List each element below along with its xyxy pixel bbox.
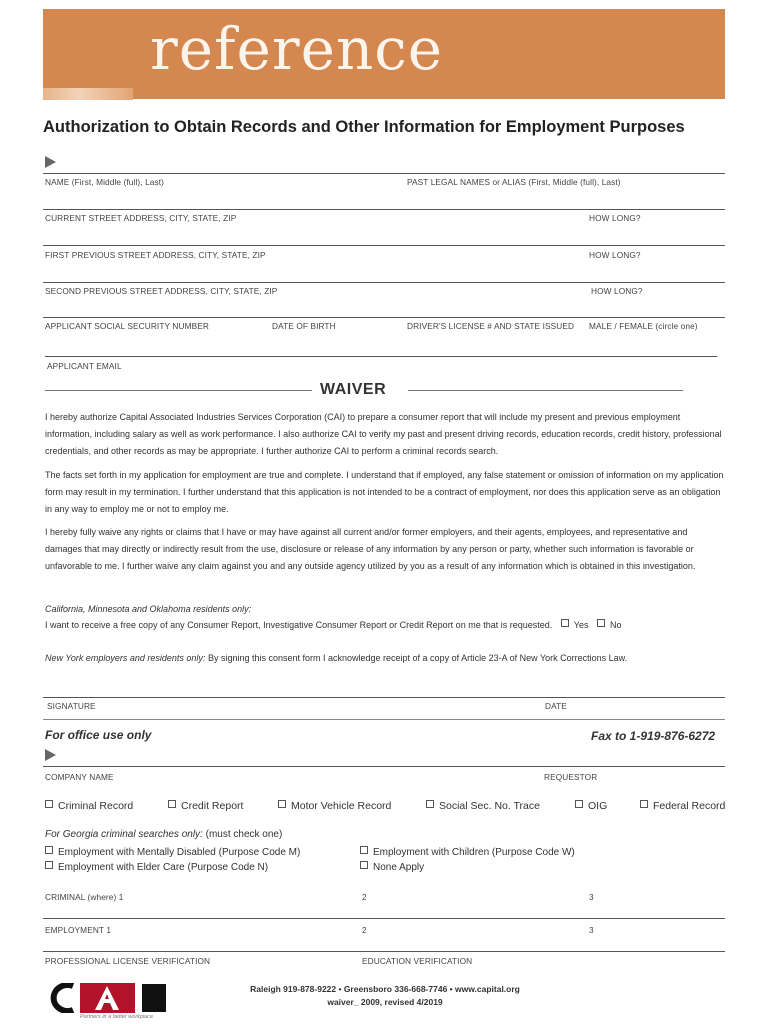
how-long-label: HOW LONG? xyxy=(589,213,641,223)
footer-revision: waiver_ 2009, revised 4/2019 xyxy=(327,997,443,1007)
georgia-option-none[interactable] xyxy=(360,861,424,873)
ssn-label: APPLICANT SOCIAL SECURITY NUMBER xyxy=(45,321,209,331)
check-label: Criminal Record xyxy=(58,800,134,812)
arrow-right-icon xyxy=(45,156,56,168)
waiver-divider-left xyxy=(45,390,312,391)
checkbox-icon[interactable] xyxy=(45,800,53,808)
signature-line[interactable] xyxy=(43,697,725,698)
criminal-label-1: CRIMINAL (where) 1 xyxy=(45,892,124,902)
how-long-label: HOW LONG? xyxy=(591,286,643,296)
current-address-line[interactable] xyxy=(43,209,725,210)
second-previous-address-line[interactable] xyxy=(43,282,725,283)
check-criminal-record[interactable] xyxy=(45,800,133,812)
dob-label: DATE OF BIRTH xyxy=(272,321,336,331)
checkbox-icon[interactable] xyxy=(640,800,648,808)
check-label: Federal Record xyxy=(653,800,726,812)
section-divider xyxy=(43,719,725,720)
checkbox-icon[interactable] xyxy=(45,861,53,869)
cai-logo-i xyxy=(142,984,166,1012)
email-line[interactable] xyxy=(45,356,717,357)
check-federal-record[interactable] xyxy=(640,800,725,812)
check-social-security-trace[interactable] xyxy=(426,800,540,812)
checkbox-icon[interactable] xyxy=(360,861,368,869)
arrow-right-icon xyxy=(45,749,56,761)
cai-logo-c xyxy=(43,983,79,1013)
footer-contact: Raleigh 919-878-9222 • Greensboro 336-668-7746 • www.capital.org xyxy=(250,984,520,994)
company-name-label: COMPANY NAME xyxy=(45,772,114,782)
requestor-label: REQUESTOR xyxy=(544,772,598,782)
option-label: Employment with Elder Care (Purpose Code N) xyxy=(58,862,269,873)
waiver-divider-right xyxy=(408,390,683,391)
california-heading: California, Minnesota and Oklahoma residents only: xyxy=(45,604,252,614)
current-address-label: CURRENT STREET ADDRESS, CITY, STATE, ZIP xyxy=(45,213,237,223)
signature-label: SIGNATURE xyxy=(47,701,96,711)
check-label: OIG xyxy=(588,800,608,812)
employment-label-1: EMPLOYMENT 1 xyxy=(45,925,112,935)
criminal-line[interactable] xyxy=(43,918,725,919)
identity-line[interactable] xyxy=(43,317,725,318)
name-field-line[interactable] xyxy=(43,173,725,174)
criminal-label-3: 3 xyxy=(589,892,594,902)
past-names-label: PAST LEGAL NAMES or ALIAS (First, Middle (full), Last) xyxy=(407,177,621,187)
georgia-option-m[interactable] xyxy=(45,846,300,858)
checkbox-icon[interactable] xyxy=(575,800,583,808)
employment-line[interactable] xyxy=(43,951,725,952)
date-label: DATE xyxy=(545,701,567,711)
waiver-paragraph-2: The facts set forth in my application for employment are true and complete. I understand that if employed, any false statement or omission of information on my application form may result in my termination. I further understand that this application is not intended to be a contract of employment, nor does this application serve as an obligation in any way to employ me or not to employ me. xyxy=(45,470,724,514)
waiver-paragraph-3: I hereby fully waive any rights or claims that I have or may have against all current and/or former employers, and their agents, employees, and representative and damages that may directly or indirectly result from the use, disclosure or release of any information by any person or party, whether such information is favorable or unfavorable to me. I further waive any claim against you and any outside agency utilized by you as a result of any information which is obtained in this investigation. xyxy=(45,527,696,571)
georgia-heading: For Georgia criminal searches only: xyxy=(45,829,203,840)
drivers-license-label: DRIVER'S LICENSE # AND STATE ISSUED xyxy=(407,321,575,331)
education-verification-label: EDUCATION VERIFICATION xyxy=(362,956,473,966)
checkbox-icon[interactable] xyxy=(45,846,53,854)
georgia-option-w[interactable] xyxy=(360,846,575,858)
checkbox-icon[interactable] xyxy=(360,846,368,854)
employment-label-3: 3 xyxy=(589,925,594,935)
new-york-heading: New York employers and residents only: xyxy=(45,653,206,663)
california-consent-text: I want to receive a free copy of any Consumer Report, Investigative Consumer Report or Credit Report on me that is requested. xyxy=(45,620,553,630)
name-label: NAME (First, Middle (full), Last) xyxy=(45,177,165,187)
no-checkbox[interactable] xyxy=(597,619,605,627)
no-label: No xyxy=(609,620,622,630)
georgia-heading-row xyxy=(45,829,282,840)
check-credit-report[interactable] xyxy=(168,800,243,812)
check-motor-vehicle-record[interactable] xyxy=(278,800,391,812)
company-line[interactable] xyxy=(43,766,725,767)
check-label: Credit Report xyxy=(181,800,244,812)
logo-tagline: Partners in a better workplace xyxy=(80,1014,154,1020)
new-york-notice xyxy=(45,650,735,667)
email-label: APPLICANT EMAIL xyxy=(47,361,122,371)
check-label: Social Sec. No. Trace xyxy=(439,800,540,812)
waiver-heading: WAIVER xyxy=(320,381,387,398)
new-york-text: By signing this consent form I acknowledge receipt of a copy of Article 23-A of New York Corrections Law. xyxy=(207,653,628,663)
check-oig[interactable] xyxy=(575,800,607,812)
cai-logo-a xyxy=(80,983,135,1013)
option-label: None Apply xyxy=(373,862,425,873)
document-title: Authorization to Obtain Records and Other Information for Employment Purposes xyxy=(43,118,685,136)
checkbox-icon[interactable] xyxy=(278,800,286,808)
georgia-option-n[interactable] xyxy=(45,861,268,873)
fax-number: Fax to 1-919-876-6272 xyxy=(591,729,716,743)
yes-checkbox[interactable] xyxy=(561,619,569,627)
office-use-heading: For office use only xyxy=(45,728,152,742)
second-previous-address-label: SECOND PREVIOUS STREET ADDRESS, CITY, STATE, ZIP xyxy=(45,286,278,296)
banner-decoration xyxy=(43,88,133,100)
first-previous-address-label: FIRST PREVIOUS STREET ADDRESS, CITY, STATE, ZIP xyxy=(45,250,266,260)
check-label: Motor Vehicle Record xyxy=(291,800,392,812)
banner-title: reference xyxy=(150,15,444,83)
checkbox-icon[interactable] xyxy=(168,800,176,808)
sex-label: MALE / FEMALE (circle one) xyxy=(589,321,698,331)
employment-label-2: 2 xyxy=(362,925,367,935)
first-previous-address-line[interactable] xyxy=(43,245,725,246)
california-consent xyxy=(45,617,735,634)
waiver-paragraph-1: I hereby authorize Capital Associated Industries Services Corporation (CAI) to prepare a consumer report that will include my present and previous employment information, including salary as well as work performance. I also authorize CAI to verify my past and present driving records, education records, credit history, professional credentials, and other records as may be appropriate. I further authorize CAI to perform a criminal records search. xyxy=(45,412,722,456)
criminal-label-2: 2 xyxy=(362,892,367,902)
option-label: Employment with Children (Purpose Code W) xyxy=(373,847,575,858)
option-label: Employment with Mentally Disabled (Purpose Code M) xyxy=(58,847,301,858)
professional-license-label: PROFESSIONAL LICENSE VERIFICATION xyxy=(45,956,211,966)
checkbox-icon[interactable] xyxy=(426,800,434,808)
georgia-note: (must check one) xyxy=(205,829,283,840)
yes-label: Yes xyxy=(573,620,589,630)
how-long-label: HOW LONG? xyxy=(589,250,641,260)
